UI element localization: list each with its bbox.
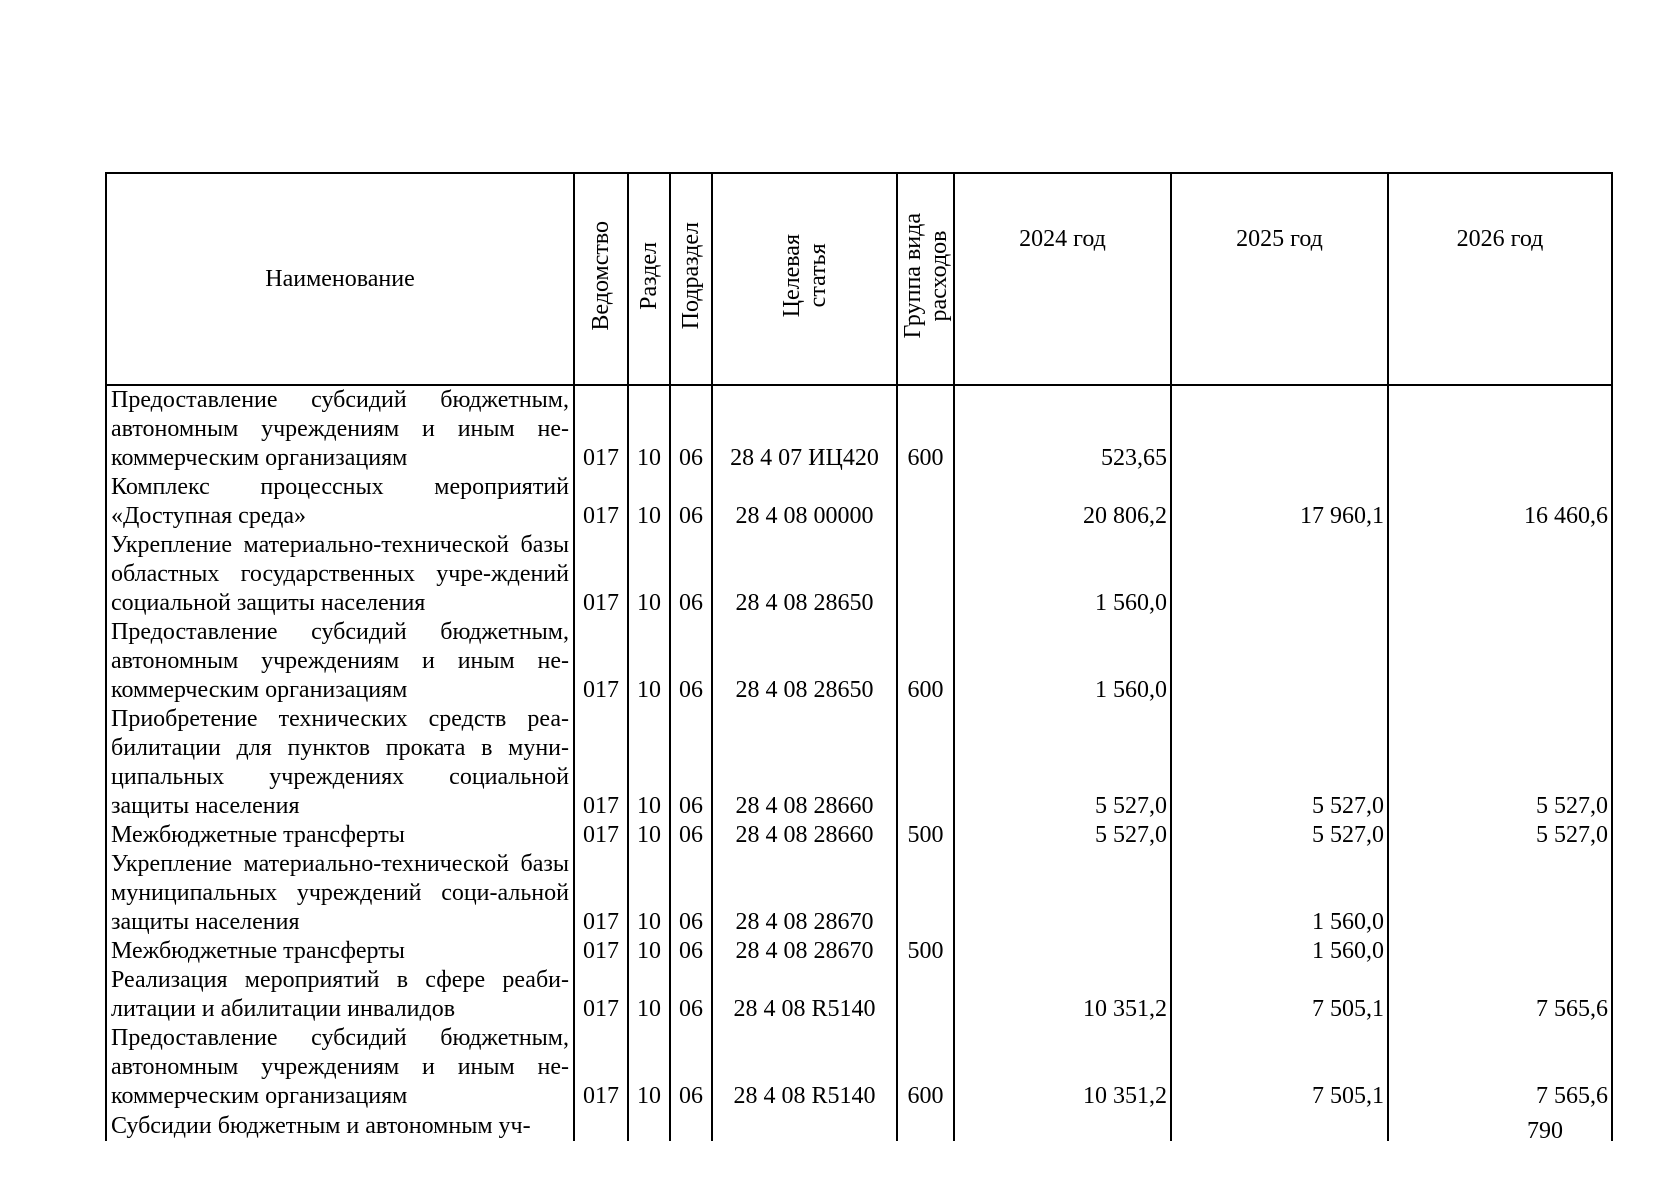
row-value-2025: 1 560,0 [1171, 937, 1388, 966]
table-row [106, 705, 1612, 821]
row-name: Укрепление материально-технической базы муниципальных учреждений соци-альной защиты населения [106, 850, 574, 937]
table-row [106, 473, 1612, 531]
header-year-2024: 2024 год [954, 173, 1171, 385]
row-value-2026 [1388, 531, 1612, 618]
row-target-article: 28 4 08 28650 [712, 531, 897, 618]
row-name: Предоставление субсидий бюджетным, автономным учреждениям и иным не-коммерческим организациям [106, 618, 574, 705]
row-expense-group: 500 [897, 937, 954, 966]
row-subsection: 06 [670, 1024, 712, 1111]
header-year-2026: 2026 год [1388, 173, 1612, 385]
row-value-2025 [1171, 1111, 1388, 1141]
row-value-2026: 16 460,6 [1388, 473, 1612, 531]
row-section: 10 [628, 966, 670, 1024]
row-expense-group: 500 [897, 821, 954, 850]
row-target-article [712, 1111, 897, 1141]
row-department: 017 [574, 618, 628, 705]
row-value-2026 [1388, 385, 1612, 473]
row-expense-group: 600 [897, 1024, 954, 1111]
row-value-2024: 10 351,2 [954, 966, 1171, 1024]
row-department: 017 [574, 850, 628, 937]
row-target-article: 28 4 07 ИЦ420 [712, 385, 897, 473]
row-value-2024: 10 351,2 [954, 1024, 1171, 1111]
row-expense-group [897, 473, 954, 531]
row-value-2026: 7 565,6 [1388, 966, 1612, 1024]
row-subsection [670, 1111, 712, 1141]
header-subsection: Подраздел [670, 173, 712, 385]
row-section: 10 [628, 937, 670, 966]
row-section: 10 [628, 618, 670, 705]
row-target-article: 28 4 08 R5140 [712, 1024, 897, 1111]
row-value-2025: 7 505,1 [1171, 1024, 1388, 1111]
row-section: 10 [628, 705, 670, 821]
row-target-article: 28 4 08 28660 [712, 705, 897, 821]
row-subsection: 06 [670, 618, 712, 705]
table-header-row [106, 173, 1612, 385]
row-name: Реализация мероприятий в сфере реаби-литации и абилитации инвалидов [106, 966, 574, 1024]
table-row [106, 531, 1612, 618]
row-value-2024 [954, 850, 1171, 937]
row-value-2024: 523,65 [954, 385, 1171, 473]
row-expense-group [897, 850, 954, 937]
row-name: Укрепление материально-технической базы областных государственных учре-ждений социальной защиты населения [106, 531, 574, 618]
row-value-2026 [1388, 850, 1612, 937]
row-value-2026 [1388, 1111, 1612, 1141]
row-name: Межбюджетные трансферты [106, 937, 574, 966]
row-expense-group: 600 [897, 618, 954, 705]
row-name: Субсидии бюджетным и автономным уч- [106, 1111, 574, 1141]
row-value-2025: 17 960,1 [1171, 473, 1388, 531]
row-value-2026: 7 565,6 [1388, 1024, 1612, 1111]
row-subsection: 06 [670, 705, 712, 821]
row-department: 017 [574, 937, 628, 966]
row-subsection: 06 [670, 531, 712, 618]
row-department: 017 [574, 473, 628, 531]
row-value-2025 [1171, 618, 1388, 705]
row-expense-group [897, 531, 954, 618]
row-section: 10 [628, 1024, 670, 1111]
table-row [106, 966, 1612, 1024]
row-name: Межбюджетные трансферты [106, 821, 574, 850]
row-value-2025 [1171, 531, 1388, 618]
row-subsection: 06 [670, 966, 712, 1024]
header-expense-group: Группа вида расходов [897, 173, 954, 385]
row-department: 017 [574, 1024, 628, 1111]
row-value-2025: 1 560,0 [1171, 850, 1388, 937]
table-row [106, 385, 1612, 473]
row-value-2024 [954, 1111, 1171, 1141]
row-name: Предоставление субсидий бюджетным, автономным учреждениям и иным не-коммерческим организациям [106, 385, 574, 473]
row-name: Предоставление субсидий бюджетным, автономным учреждениям и иным не-коммерческим организациям [106, 1024, 574, 1111]
header-section: Раздел [628, 173, 670, 385]
row-target-article: 28 4 08 R5140 [712, 966, 897, 1024]
row-value-2024 [954, 937, 1171, 966]
row-expense-group [897, 705, 954, 821]
row-section [628, 1111, 670, 1141]
row-value-2026 [1388, 937, 1612, 966]
row-value-2025: 5 527,0 [1171, 705, 1388, 821]
row-value-2024: 5 527,0 [954, 705, 1171, 821]
row-value-2026: 5 527,0 [1388, 821, 1612, 850]
header-name: Наименование [106, 173, 574, 385]
budget-table [105, 172, 1613, 1141]
row-value-2024: 5 527,0 [954, 821, 1171, 850]
table-row [106, 821, 1612, 850]
row-value-2024: 1 560,0 [954, 618, 1171, 705]
row-department: 017 [574, 966, 628, 1024]
row-value-2025 [1171, 385, 1388, 473]
row-department: 017 [574, 531, 628, 618]
header-year-2025: 2025 год [1171, 173, 1388, 385]
table-row [106, 618, 1612, 705]
row-department: 017 [574, 385, 628, 473]
table-row-truncated [106, 1111, 1612, 1141]
row-value-2024: 1 560,0 [954, 531, 1171, 618]
row-subsection: 06 [670, 385, 712, 473]
row-subsection: 06 [670, 821, 712, 850]
row-section: 10 [628, 473, 670, 531]
row-name: Приобретение технических средств реа-билитации для пунктов проката в муни-ципальных учреждениях социальной защиты населения [106, 705, 574, 821]
row-section: 10 [628, 531, 670, 618]
row-expense-group [897, 1111, 954, 1141]
row-section: 10 [628, 850, 670, 937]
table-row [106, 850, 1612, 937]
row-value-2026 [1388, 618, 1612, 705]
row-expense-group: 600 [897, 385, 954, 473]
header-target-article: Целевая статья [712, 173, 897, 385]
page-number: 790 [1527, 1118, 1563, 1144]
row-name: Комплекс процессных мероприятий «Доступная среда» [106, 473, 574, 531]
row-department: 017 [574, 705, 628, 821]
row-target-article: 28 4 08 28670 [712, 850, 897, 937]
row-department [574, 1111, 628, 1141]
row-subsection: 06 [670, 937, 712, 966]
row-section: 10 [628, 385, 670, 473]
row-target-article: 28 4 08 28650 [712, 618, 897, 705]
row-subsection: 06 [670, 473, 712, 531]
row-value-2026: 5 527,0 [1388, 705, 1612, 821]
row-target-article: 28 4 08 28670 [712, 937, 897, 966]
row-target-article: 28 4 08 00000 [712, 473, 897, 531]
header-department: Ведомство [574, 173, 628, 385]
row-department: 017 [574, 821, 628, 850]
row-value-2024: 20 806,2 [954, 473, 1171, 531]
table-row [106, 937, 1612, 966]
row-subsection: 06 [670, 850, 712, 937]
row-target-article: 28 4 08 28660 [712, 821, 897, 850]
row-section: 10 [628, 821, 670, 850]
table-row [106, 1024, 1612, 1111]
row-value-2025: 5 527,0 [1171, 821, 1388, 850]
row-value-2025: 7 505,1 [1171, 966, 1388, 1024]
row-expense-group [897, 966, 954, 1024]
